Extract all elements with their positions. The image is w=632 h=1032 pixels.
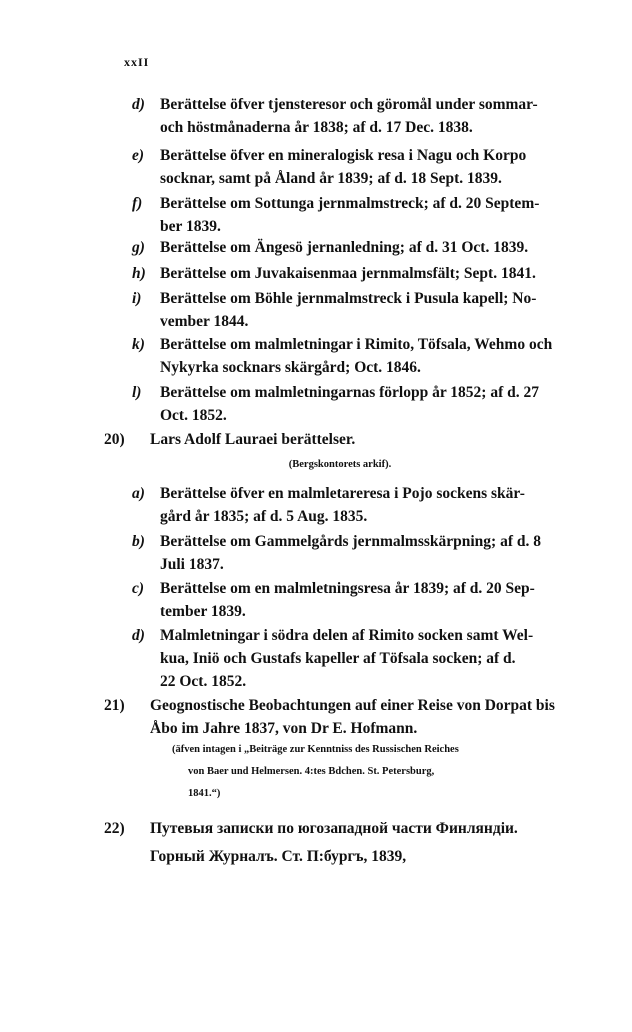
entry-label: f): [132, 195, 143, 212]
entry-text-cont: tember 1839.: [160, 603, 246, 620]
entry-label: l): [132, 384, 142, 401]
entry-label: c): [132, 580, 145, 597]
entry-text-cont: socknar, samt på Åland år 1839; af d. 18 Sept. 1839.: [160, 170, 502, 187]
publication-note: [172, 739, 572, 805]
entry-text: Berättelse om Gammelgårds jernmalmsskärpning; af d. 8: [160, 533, 541, 550]
entry-text: Berättelse om Böhle jernmalmstreck i Pusula kapell; No-: [160, 290, 537, 307]
entry-label: d): [132, 96, 145, 113]
entry-text-cont: och höstmånaderna år 1838; af d. 17 Dec. 1838.: [160, 119, 473, 136]
entry-label: e): [132, 147, 145, 164]
note-line: 1841.“): [188, 788, 221, 799]
entry-text: Berättelse om malmletningar i Rimito, Töfsala, Wehmo och: [160, 336, 553, 353]
entry-text-cont: Juli 1837.: [160, 556, 224, 573]
entry-text: Berättelse om Juvakaisenmaa jernmalmsfält; Sept. 1841.: [160, 265, 536, 282]
entry-20: [104, 428, 574, 451]
note-line: (äfven intagen i „Beiträge zur Kenntniss des Russischen Reiches: [172, 744, 459, 755]
entry-label: h): [132, 265, 146, 282]
entry-text: Malmletningar i södra delen af Rimito socken samt Wel-: [160, 627, 534, 644]
archive-note: (Bergskontorets arkif).: [288, 459, 392, 470]
entry-text-cont: Oct. 1852.: [160, 407, 227, 424]
entry-label: d): [132, 627, 145, 644]
entry-text-cont: Åbo im Jahre 1837, von Dr E. Hofmann.: [150, 720, 418, 737]
entry-text-cont: ber 1839.: [160, 218, 221, 235]
page-number: xxII: [124, 55, 150, 69]
entry-number: 20): [104, 431, 125, 448]
entry-b-2: [132, 530, 562, 576]
entry-label: g): [132, 239, 145, 256]
entry-title: Geognostische Beobachtungen auf einer Reise von Dorpat bis: [150, 697, 555, 714]
entry-text-cont: 22 Oct. 1852.: [160, 673, 247, 690]
entry-d: [132, 93, 562, 139]
entry-title: Путевыя записки по югозападной части Финляндіи.: [150, 820, 518, 837]
entry-h: [132, 262, 562, 285]
entry-label: k): [132, 336, 145, 353]
entry-text-cont: vember 1844.: [160, 313, 249, 330]
entry-22: [104, 815, 574, 871]
entry-f: [132, 192, 562, 238]
entry-i: [132, 287, 562, 333]
entry-text-cont: Nykyrka socknars skärgård; Oct. 1846.: [160, 359, 421, 376]
entry-k: [132, 333, 562, 379]
entry-c-2: [132, 577, 562, 623]
entry-text-cont: kua, Iniö och Gustafs kapeller af Töfsala socken; af d.: [160, 650, 516, 667]
entry-text: Berättelse om Sottunga jernmalmstreck; af d. 20 Septem-: [160, 195, 540, 212]
entry-title: Lars Adolf Lauraei berättelser.: [150, 431, 356, 448]
entry-label: b): [132, 533, 145, 550]
entry-text: Berättelse om en malmletningsresa år 1839; af d. 20 Sep-: [160, 580, 535, 597]
entry-text: Berättelse öfver tjensteresor och göromål under sommar-: [160, 96, 538, 113]
entry-text: Berättelse öfver en malmletareresa i Pojo sockens skär-: [160, 485, 525, 502]
entry-text-cont: Горный Журналъ. Ст. П:бургъ, 1839,: [150, 848, 407, 865]
entry-21: [104, 694, 574, 740]
entry-text: Berättelse om Ängesö jernanledning; af d. 31 Oct. 1839.: [160, 239, 529, 256]
entry-number: 22): [104, 820, 125, 837]
entry-a-2: [132, 482, 562, 528]
entry-d-2: [132, 624, 562, 693]
entry-l: [132, 381, 562, 427]
entry-g: [132, 236, 562, 259]
entry-text: Berättelse om malmletningarnas förlopp år 1852; af d. 27: [160, 384, 539, 401]
entry-e: [132, 144, 562, 190]
entry-text-cont: gård år 1835; af d. 5 Aug. 1835.: [160, 508, 368, 525]
entry-number: 21): [104, 697, 125, 714]
entry-label: i): [132, 290, 142, 307]
entry-text: Berättelse öfver en mineralogisk resa i Nagu och Korpo: [160, 147, 527, 164]
note-line: von Baer und Helmersen. 4:tes Bdchen. St. Petersburg,: [188, 766, 435, 777]
entry-label: a): [132, 485, 145, 502]
